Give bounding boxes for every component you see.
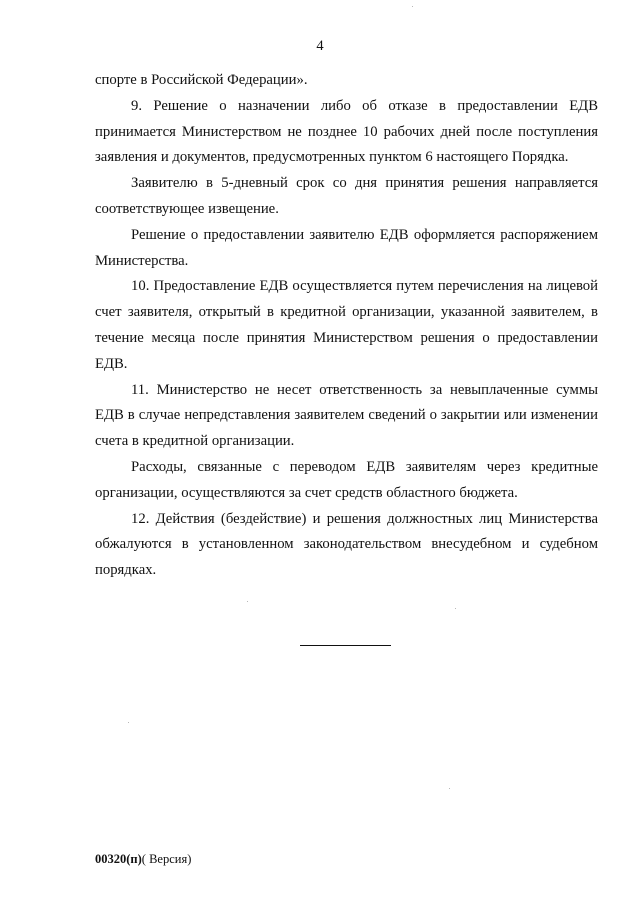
document-version-label: ( Версия) [141,852,192,866]
scan-speck [449,788,450,789]
scan-speck [412,6,413,7]
paragraph-continuation: спорте в Российской Федерации». [95,72,308,88]
document-code-number: 00320(п) [95,852,142,866]
scan-speck [247,601,248,602]
paragraph-order: Решение о предоставлении заявителю ЕДВ оформляется распоряжением Министерства. [95,226,598,269]
paragraph-9: 9. Решение о назначении либо об отказе в предоставлении ЕДВ принимается Министерством не позднее 10 рабочих дней после поступления заявления и документов, предусмотренных пунктом 6 настоящего Порядка. [95,97,598,166]
paragraph-11: 11. Министерство не несет ответственность за невыплаченные суммы ЕДВ в случае непредставления заявителем сведений о закрытии или изменении счета в кредитной организации. [95,381,598,450]
paragraph-expenses: Расходы, связанные с переводом ЕДВ заявителям через кредитные организации, осуществляются за счет средств областного бюджета. [95,458,598,501]
scan-speck [455,608,456,609]
end-divider-line [300,645,391,646]
document-body [95,68,598,584]
paragraph-notice: Заявителю в 5-дневный срок со дня принятия решения направляется соответствующее извещение. [95,175,598,217]
scan-speck [128,722,129,723]
page-number: 4 [316,38,324,54]
paragraph-12: 12. Действия (бездействие) и решения должностных лиц Министерства обжалуются в установленном законодательством внесудебном и судебном порядках. [95,510,598,579]
document-code [95,852,191,867]
paragraph-10: 10. Предоставление ЕДВ осуществляется путем перечисления на лицевой счет заявителя, открытый в кредитной организации, указанной заявителем, в течение месяца после принятия Министерством решения о предоставлении ЕДВ. [95,278,598,372]
